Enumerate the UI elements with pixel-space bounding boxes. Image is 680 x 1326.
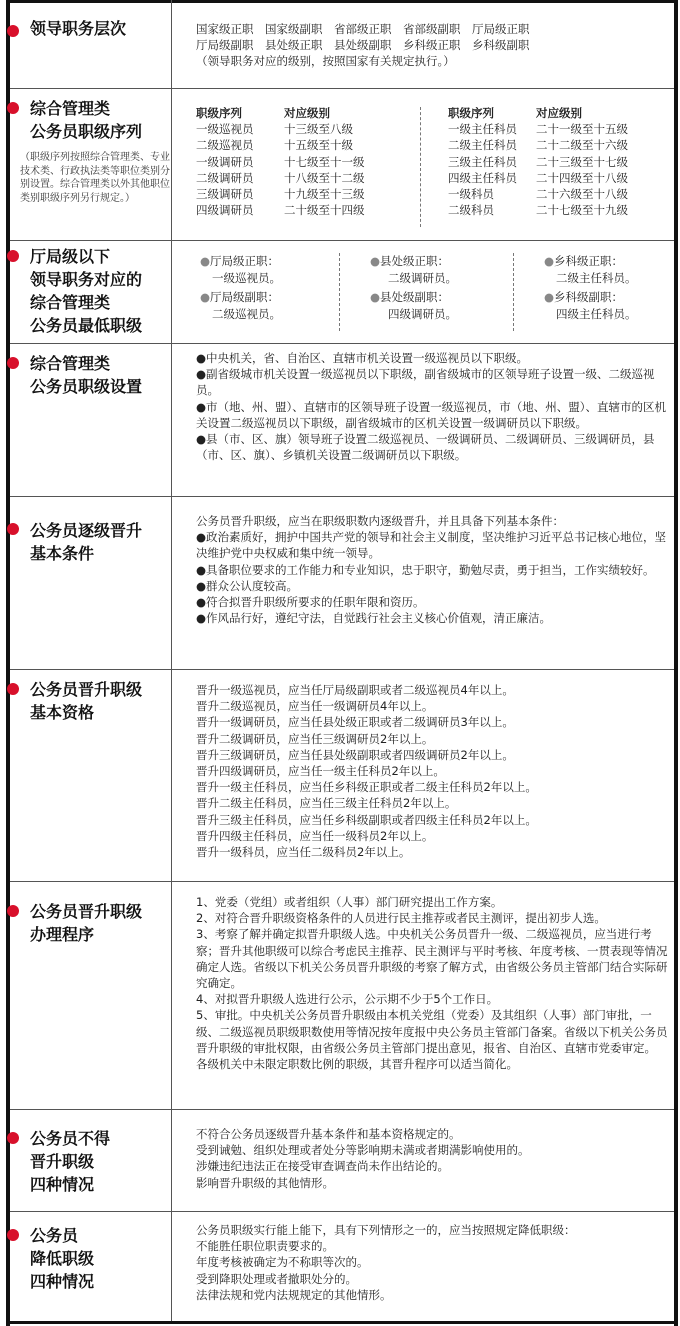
rank-name: 四级调研员 xyxy=(196,203,254,218)
rank-name: 一级主任科员 xyxy=(448,122,517,137)
row-demotion-cases xyxy=(10,1212,674,1321)
text-para: 2、对符合晋升职级资格条件的人员进行民主推荐或者民主测评，提出初步人选。 xyxy=(196,911,606,926)
text-para: 各级机关中未限定职数比例的职级，其晋升程序可以适当简化。 xyxy=(196,1057,518,1072)
post-name: 县处级副职： xyxy=(380,290,450,304)
rank-name: 一级巡视员 xyxy=(196,122,254,137)
header-sequence: 职级序列 xyxy=(196,106,242,120)
post-name: 厅局级正职： xyxy=(210,254,280,268)
min-rank-cell: ●乡科级正职： 二级主任科员。 xyxy=(544,254,637,285)
rank-level: 二十六级至十八级 xyxy=(536,187,628,202)
table-divider xyxy=(420,107,421,227)
rank-name: 二级科员 xyxy=(448,203,494,218)
text-line: 晋升四级主任科员，应当任一级科员2年以上。 xyxy=(196,828,434,843)
red-dot-icon xyxy=(7,102,19,114)
rank-level: 十三级至八级 xyxy=(284,122,353,137)
header-level: 对应级别 xyxy=(284,106,330,120)
row-leadership-levels xyxy=(10,3,674,89)
rank-name: 二级调研员 xyxy=(196,170,254,185)
text-line: 晋升四级调研员，应当任一级主任科员2年以上。 xyxy=(196,764,445,779)
row-title: 公务员晋升职级 基本资格 xyxy=(30,680,143,722)
min-rank-cell: ●县处级正职： 二级调研员。 xyxy=(370,254,457,285)
row-rank-sequence xyxy=(10,89,674,241)
row-content xyxy=(196,1126,671,1191)
min-rank: 二级调研员。 xyxy=(388,271,457,285)
red-dot-icon xyxy=(7,357,19,369)
rank-name: 一级调研员 xyxy=(196,154,254,169)
text-para: 4、对拟晋升职级人选进行公示，公示期不少于5个工作日。 xyxy=(196,992,499,1007)
text-para: 公务员晋升职级，应当在职级职数内逐级晋升，并且具备下列基本条件： xyxy=(196,514,564,528)
text-para: ●县（市、区、旗）领导班子设置二级巡视员、一级调研员、二级调研员、三级调研员，县（市、区、旗）、乡镇机关设置二级调研员以下职级。 xyxy=(196,432,655,463)
row-promotion-qualifications xyxy=(10,670,674,882)
row-content xyxy=(196,21,671,70)
text-line: 晋升一级调研员，应当任县处级正职或者二级调研员3年以上。 xyxy=(196,715,514,730)
text-para: ●政治素质好，拥护中国共产党的领导和社会主义制度，坚决维护习近平总书记核心地位，坚决维护党中央权威和集中统一领导。 xyxy=(196,530,667,561)
text-para: ●符合拟晋升职级所要求的任职年限和资历。 xyxy=(196,595,425,610)
header-level: 对应级别 xyxy=(536,106,582,120)
text-line: 晋升一级主任科员，应当任乡科级正职或者二级主任科员2年以上。 xyxy=(196,780,537,795)
row-title: 公务员晋升职级 办理程序 xyxy=(30,902,143,944)
frame-bottom-border xyxy=(6,1321,678,1324)
row-content xyxy=(196,682,671,860)
rank-name: 二级巡视员 xyxy=(196,138,254,153)
text-line: 晋升一级巡视员，应当任厅局级副职或者二级巡视员4年以上。 xyxy=(196,683,514,697)
min-rank: 四级主任科员。 xyxy=(556,307,637,321)
text-line: 晋升三级调研员，应当任县处级副职或者四级调研员2年以上。 xyxy=(196,747,514,762)
rank-level: 二十七级至十九级 xyxy=(536,203,628,218)
text-para: ●市（地、州、盟）、直辖市的区领导班子设置一级巡视员，市（地、州、盟）、直辖市的区机关设置二级巡视员以下职级，副省级城市的区机关设置一级调研员以下职级。 xyxy=(196,399,667,430)
row-title: 公务员 降低职级 四种情况 xyxy=(30,1226,95,1291)
rank-level: 二十二级至十六级 xyxy=(536,138,628,153)
row-title: 厅局级以下 领导职务对应的 综合管理类 公务员最低职级 xyxy=(30,247,143,335)
row-content xyxy=(196,513,671,626)
rank-name: 一级科员 xyxy=(448,187,494,202)
text-para: 5、审批。中央机关公务员晋升职级由本机关党组（党委）及其组织（人事）部门审批，一级、二级巡视员职级职数使用等情况按年度报中央公务员主管部门备案。省级以下机关公务员晋升职级的审批权限，由省级公务员主管部门提出意见，报省、自治区、直辖市党委审定。 xyxy=(196,1008,668,1055)
text-line: 法律法规和党内法规规定的其他情形。 xyxy=(196,1287,392,1302)
row-note: （职级序列按照综合管理类、专业技术类、行政执法类等职位类别分别设置。综合管理类以外其他职位类别职级序列另行规定。） xyxy=(20,152,170,204)
text-para: ●作风品行好，遵纪守法，自觉践行社会主义核心价值观，清正廉洁。 xyxy=(196,611,552,626)
min-rank: 二级巡视员。 xyxy=(212,307,281,321)
text-line: 影响晋升职级的其他情形。 xyxy=(196,1175,334,1190)
min-rank-cell: ●乡科级副职： 四级主任科员。 xyxy=(544,290,637,321)
frame-right-border xyxy=(674,0,678,1326)
rank-table-right xyxy=(448,105,628,218)
red-dot-icon xyxy=(7,683,19,695)
cell-divider xyxy=(513,253,514,331)
text-line: 不能胜任职位职责要求的。 xyxy=(196,1239,334,1254)
post-name: 县处级正职： xyxy=(380,254,450,268)
min-rank: 四级调研员。 xyxy=(388,307,457,321)
text-para: ●群众公认度较高。 xyxy=(196,578,299,593)
post-name: 乡科级副职： xyxy=(554,290,624,304)
rank-name: 三级主任科员 xyxy=(448,154,517,169)
text-para: ●副省级城市机关设置一级巡视员以下职级，副省级城市的区领导班子设置一级、二级巡视员。 xyxy=(196,367,655,398)
row-title: 综合管理类 公务员职级设置 xyxy=(30,354,143,396)
text-line: 公务员职级实行能上能下，具有下列情形之一的，应当按照规定降低职级： xyxy=(196,1223,576,1237)
min-rank: 一级巡视员。 xyxy=(212,271,281,285)
min-rank: 二级主任科员。 xyxy=(556,271,637,285)
row-rank-setting xyxy=(10,344,674,497)
red-dot-icon xyxy=(7,250,19,262)
row-content xyxy=(196,1222,671,1303)
rank-level: 二十级至十四级 xyxy=(284,203,365,218)
text-line: 晋升三级主任科员，应当任乡科级副职或者四级主任科员2年以上。 xyxy=(196,812,537,827)
rank-level: 十五级至十级 xyxy=(284,138,353,153)
row-content xyxy=(196,350,671,463)
min-rank-cell: ●县处级副职： 四级调研员。 xyxy=(370,290,457,321)
rank-level: 二十四级至十八级 xyxy=(536,170,628,185)
red-dot-icon xyxy=(7,1229,19,1241)
min-rank-cell: ●厅局级副职： 二级巡视员。 xyxy=(200,290,281,321)
red-dot-icon xyxy=(7,25,19,37)
rank-level: 十八级至十二级 xyxy=(284,170,365,185)
row-no-promotion-cases xyxy=(10,1110,674,1212)
text-line: 涉嫌违纪违法正在接受审查调查尚未作出结论的。 xyxy=(196,1159,449,1174)
row-minimum-rank xyxy=(10,241,674,344)
text-line: 不符合公务员逐级晋升基本条件和基本资格规定的。 xyxy=(196,1127,461,1141)
text-line: 晋升二级主任科员，应当任三级主任科员2年以上。 xyxy=(196,796,457,811)
row-title: 公务员逐级晋升 基本条件 xyxy=(30,521,143,563)
rank-name: 三级调研员 xyxy=(196,187,254,202)
row-title: 公务员不得 晋升职级 四种情况 xyxy=(30,1129,111,1194)
rank-table-left xyxy=(196,105,365,218)
text-line: 晋升一级科员，应当任二级科员2年以上。 xyxy=(196,845,411,860)
row-title: 领导职务层次 xyxy=(30,19,127,38)
min-rank-cell: ●厅局级正职： 一级巡视员。 xyxy=(200,254,281,285)
text-para: ●中央机关，省、自治区、直辖市机关设置一级巡视员以下职级。 xyxy=(196,351,529,365)
rank-name: 二级主任科员 xyxy=(448,138,517,153)
text-line: （领导职务对应的级别，按照国家有关规定执行。） xyxy=(196,54,455,69)
row-title: 综合管理类 公务员职级序列 xyxy=(30,99,143,141)
cell-divider xyxy=(339,253,340,331)
rank-level: 二十三级至十七级 xyxy=(536,154,628,169)
red-dot-icon xyxy=(7,523,19,535)
text-line: 国家级正职 国家级副职 省部级正职 省部级副职 厅局级正职 xyxy=(196,22,530,36)
text-para: 1、党委（党组）或者组织（人事）部门研究提出工作方案。 xyxy=(196,895,503,909)
post-name: 乡科级正职： xyxy=(554,254,624,268)
text-line: 晋升二级巡视员，应当任一级调研员4年以上。 xyxy=(196,699,434,714)
text-line: 晋升二级调研员，应当任三级调研员2年以上。 xyxy=(196,731,434,746)
row-content xyxy=(196,894,671,1072)
rank-name: 四级主任科员 xyxy=(448,170,517,185)
row-promotion-procedure xyxy=(10,882,674,1110)
rank-level: 十九级至十三级 xyxy=(284,187,365,202)
text-line: 受到降职处理或者撤职处分的。 xyxy=(196,1271,357,1286)
post-name: 厅局级副职： xyxy=(210,290,280,304)
rank-level: 二十一级至十五级 xyxy=(536,122,628,137)
text-para: ●具备职位要求的工作能力和专业知识，忠于职守，勤勉尽责，勇于担当，工作实绩较好。 xyxy=(196,562,655,577)
red-dot-icon xyxy=(7,905,19,917)
text-line: 厅局级副职 县处级正职 县处级副职 乡科级正职 乡科级副职 xyxy=(196,38,530,53)
text-para: 3、考察了解并确定拟晋升职级人选。中央机关公务员晋升一级、二级巡视员，应当进行考察；晋升其他职级可以综合考虑民主推荐、民主测评与平时考核、年度考核、一贯表现等情况确定人选。省级以下机关公务员晋升职级的考察了解方式，由省级公务员主管部门结合实际研究确定。 xyxy=(196,927,668,991)
red-dot-icon xyxy=(7,1132,19,1144)
text-line: 年度考核被确定为不称职等次的。 xyxy=(196,1255,369,1270)
header-sequence: 职级序列 xyxy=(448,106,494,120)
rank-level: 十七级至十一级 xyxy=(284,154,365,169)
text-line: 受到诫勉、组织处理或者处分等影响期未满或者期满影响使用的。 xyxy=(196,1143,530,1158)
row-promotion-conditions xyxy=(10,497,674,670)
